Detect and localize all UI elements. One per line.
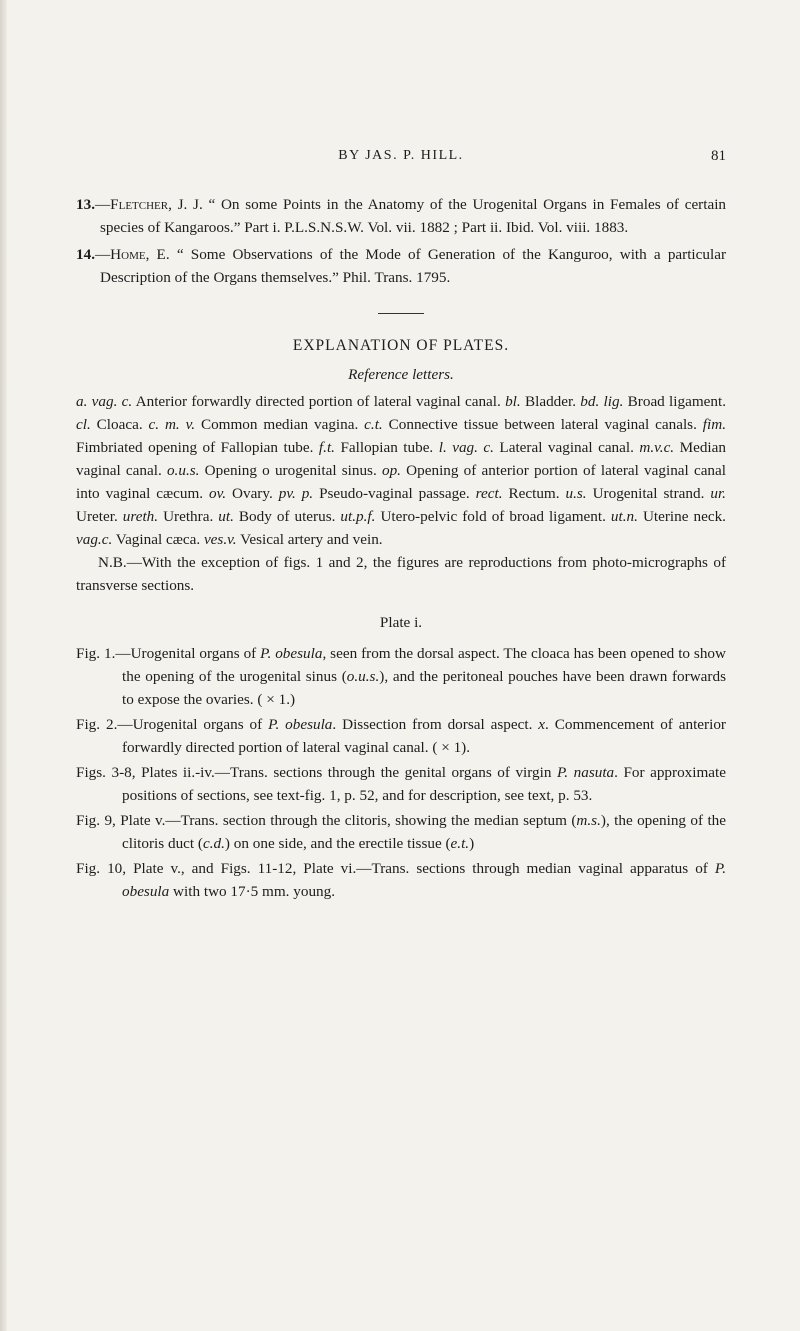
reference-description: Common median vagina. — [195, 416, 365, 433]
bib-author: —Fletcher, J. J. — [94, 196, 203, 213]
figure-caption-text: ), the opening of the clitoris duct ( — [122, 812, 726, 852]
reference-description: Uterine neck. — [637, 508, 726, 525]
reference-abbreviation: bd. lig. — [580, 393, 624, 410]
figure-caption — [76, 713, 726, 759]
reference-abbreviation: o.u.s. — [166, 462, 200, 479]
reference-abbreviation: ut. — [218, 508, 234, 525]
figure-caption-text: Plate v., and Figs. 11-12, Plate vi.—Trans. sections through median vaginal apparatus of — [126, 860, 715, 877]
reference-abbreviation: rect. — [475, 485, 503, 502]
reference-description: Ureter. — [76, 508, 123, 525]
figure-caption-text: Plate v.—Trans. section through the clitoris, showing the median septum ( — [115, 812, 577, 829]
reference-description: Anterior forwardly directed portion of lateral vaginal canal. — [132, 393, 506, 410]
reference-abbreviation: ur. — [710, 485, 726, 502]
reference-description: Median vaginal canal. — [76, 439, 726, 479]
figure-caption-text: with two 17·5 mm. young. — [169, 883, 336, 900]
bib-number: 13. — [76, 196, 95, 213]
reference-description: Bladder. — [520, 393, 581, 410]
figure-label: Fig. 2. — [76, 716, 118, 733]
figure-caption-text: , seen from the dorsal aspect. The cloaca has been opened to show the opening of the urogenital sinus ( — [122, 645, 726, 685]
figure-caption — [76, 857, 726, 903]
figure-caption-italic: m.s. — [576, 812, 601, 829]
figure-caption-text: —Urogenital organs of — [115, 645, 261, 662]
reference-abbreviation: fim. — [702, 416, 726, 433]
figure-caption-text: ) — [469, 835, 475, 852]
plate-heading: Plate i. — [379, 614, 423, 631]
reference-abbreviation: bl. — [505, 393, 521, 410]
figure-caption-text: Plates ii.-iv.—Trans. sections through the genital organs of virgin — [135, 764, 557, 781]
figure-caption-text: ), and the peritoneal pouches have been drawn forwards to expose the ovaries. ( × 1.) — [122, 668, 726, 708]
reference-description: Pseudo-vaginal passage. — [313, 485, 476, 502]
reference-description: Opening of anterior portion of lateral vaginal canal into vaginal cæcum. — [76, 462, 726, 502]
figure-caption — [76, 642, 726, 711]
figure-caption-italic: c.d. — [202, 835, 225, 852]
figure-caption-italic: x — [538, 716, 546, 733]
reference-abbreviation: ureth. — [122, 508, 159, 525]
reference-letters-paragraph — [76, 390, 726, 551]
reference-abbreviation: c.t. — [364, 416, 383, 433]
reference-description: Connective tissue between lateral vaginal canals. — [382, 416, 703, 433]
figure-label: Fig. 10, — [76, 860, 127, 877]
reference-description: Ovary. — [226, 485, 279, 502]
reference-description: Urogenital strand. — [586, 485, 711, 502]
figure-caption-text: ) on one side, and the erectile tissue ( — [224, 835, 451, 852]
figure-label: Figs. 3-8, — [76, 764, 136, 781]
page-content — [76, 193, 726, 905]
reference-abbreviation: m.v.c. — [639, 439, 675, 456]
reference-abbreviation: ves.v. — [203, 531, 237, 548]
figure-caption-italic: P. nasuta — [556, 764, 615, 781]
reference-description: Urethra. — [158, 508, 219, 525]
reference-description: Vesical artery and vein. — [236, 531, 383, 548]
reference-description: Utero-pelvic fold of broad ligament. — [375, 508, 611, 525]
figure-label: Fig. 9, — [76, 812, 116, 829]
figure-caption — [76, 761, 726, 807]
running-title: BY JAS. P. HILL. — [338, 148, 464, 163]
reference-abbreviation: op. — [381, 462, 401, 479]
figure-caption-text: . Dissection from dorsal aspect. — [332, 716, 539, 733]
reference-description: Rectum. — [502, 485, 566, 502]
bibliography-entry — [76, 193, 726, 239]
reference-description: Fimbriated opening of Fallopian tube. — [76, 439, 319, 456]
reference-description: Opening o urogenital sinus. — [199, 462, 382, 479]
reference-abbreviation: cl. — [76, 416, 91, 433]
figure-caption-italic: P. obesula — [122, 860, 726, 900]
page-edge-shadow — [0, 0, 7, 1331]
bib-text: “ On some Points in the Anatomy of the Urogenital Organs in Females of certain species of Kangaroos.” Part i. P.L.S.N.S.W. Vol. vii. 1882 ; Part ii. Ibid. Vol. viii. 1883. — [100, 196, 727, 236]
reference-abbreviation: vag.c. — [76, 531, 113, 548]
figure-caption-italic: e.t. — [450, 835, 470, 852]
reference-description: Lateral vaginal canal. — [493, 439, 640, 456]
bib-author: —Home, E. — [94, 246, 170, 263]
figure-caption-italic: P. obesula — [260, 645, 323, 662]
reference-abbreviation: ut.p.f. — [340, 508, 376, 525]
figure-list — [76, 642, 726, 903]
section-title: EXPLANATION OF PLATES. — [292, 337, 510, 354]
section-divider — [378, 313, 424, 314]
figure-caption-text: . Commencement of anterior forwardly directed portion of lateral vaginal canal. ( × 1). — [122, 716, 726, 756]
reference-abbreviation: u.s. — [565, 485, 587, 502]
reference-abbreviation: f.t. — [318, 439, 335, 456]
figure-caption-italic: o.u.s. — [346, 668, 380, 685]
reference-abbreviation: pv. p. — [278, 485, 314, 502]
figure-caption-italic: P. obesula — [268, 716, 333, 733]
page-number: 81 — [711, 148, 726, 164]
reference-abbreviation: a. vag. c. — [76, 393, 133, 410]
reference-description: Fallopian tube. — [334, 439, 439, 456]
reference-abbreviation: ov. — [209, 485, 227, 502]
reference-subtitle: Reference letters. — [348, 366, 454, 383]
reference-description: Vaginal cæca. — [112, 531, 204, 548]
bib-text: “ Some Observations of the Mode of Generation of the Kanguroo, with a particular Description of the Organs themselves.” Phil. Trans. 1795. — [100, 246, 727, 286]
figure-caption-text: . For approximate positions of sections, see text-fig. 1, p. 52, and for description, see text, p. 53. — [122, 764, 726, 804]
bib-number: 14. — [76, 246, 95, 263]
reference-abbreviation: c. m. v. — [148, 416, 196, 433]
reference-description: Cloaca. — [90, 416, 149, 433]
reference-description: Body of uterus. — [233, 508, 341, 525]
nb-note: N.B.—With the exception of figs. 1 and 2, the figures are reproductions from photo-micrographs of transverse sections. — [76, 554, 726, 594]
running-head — [76, 148, 726, 170]
reference-abbreviation: l. vag. c. — [438, 439, 494, 456]
reference-description: Broad ligament. — [623, 393, 726, 410]
figure-label: Fig. 1. — [76, 645, 116, 662]
bibliography-entry — [76, 243, 726, 289]
reference-abbreviation: ut.n. — [610, 508, 638, 525]
figure-caption — [76, 809, 726, 855]
figure-caption-text: —Urogenital organs of — [117, 716, 269, 733]
